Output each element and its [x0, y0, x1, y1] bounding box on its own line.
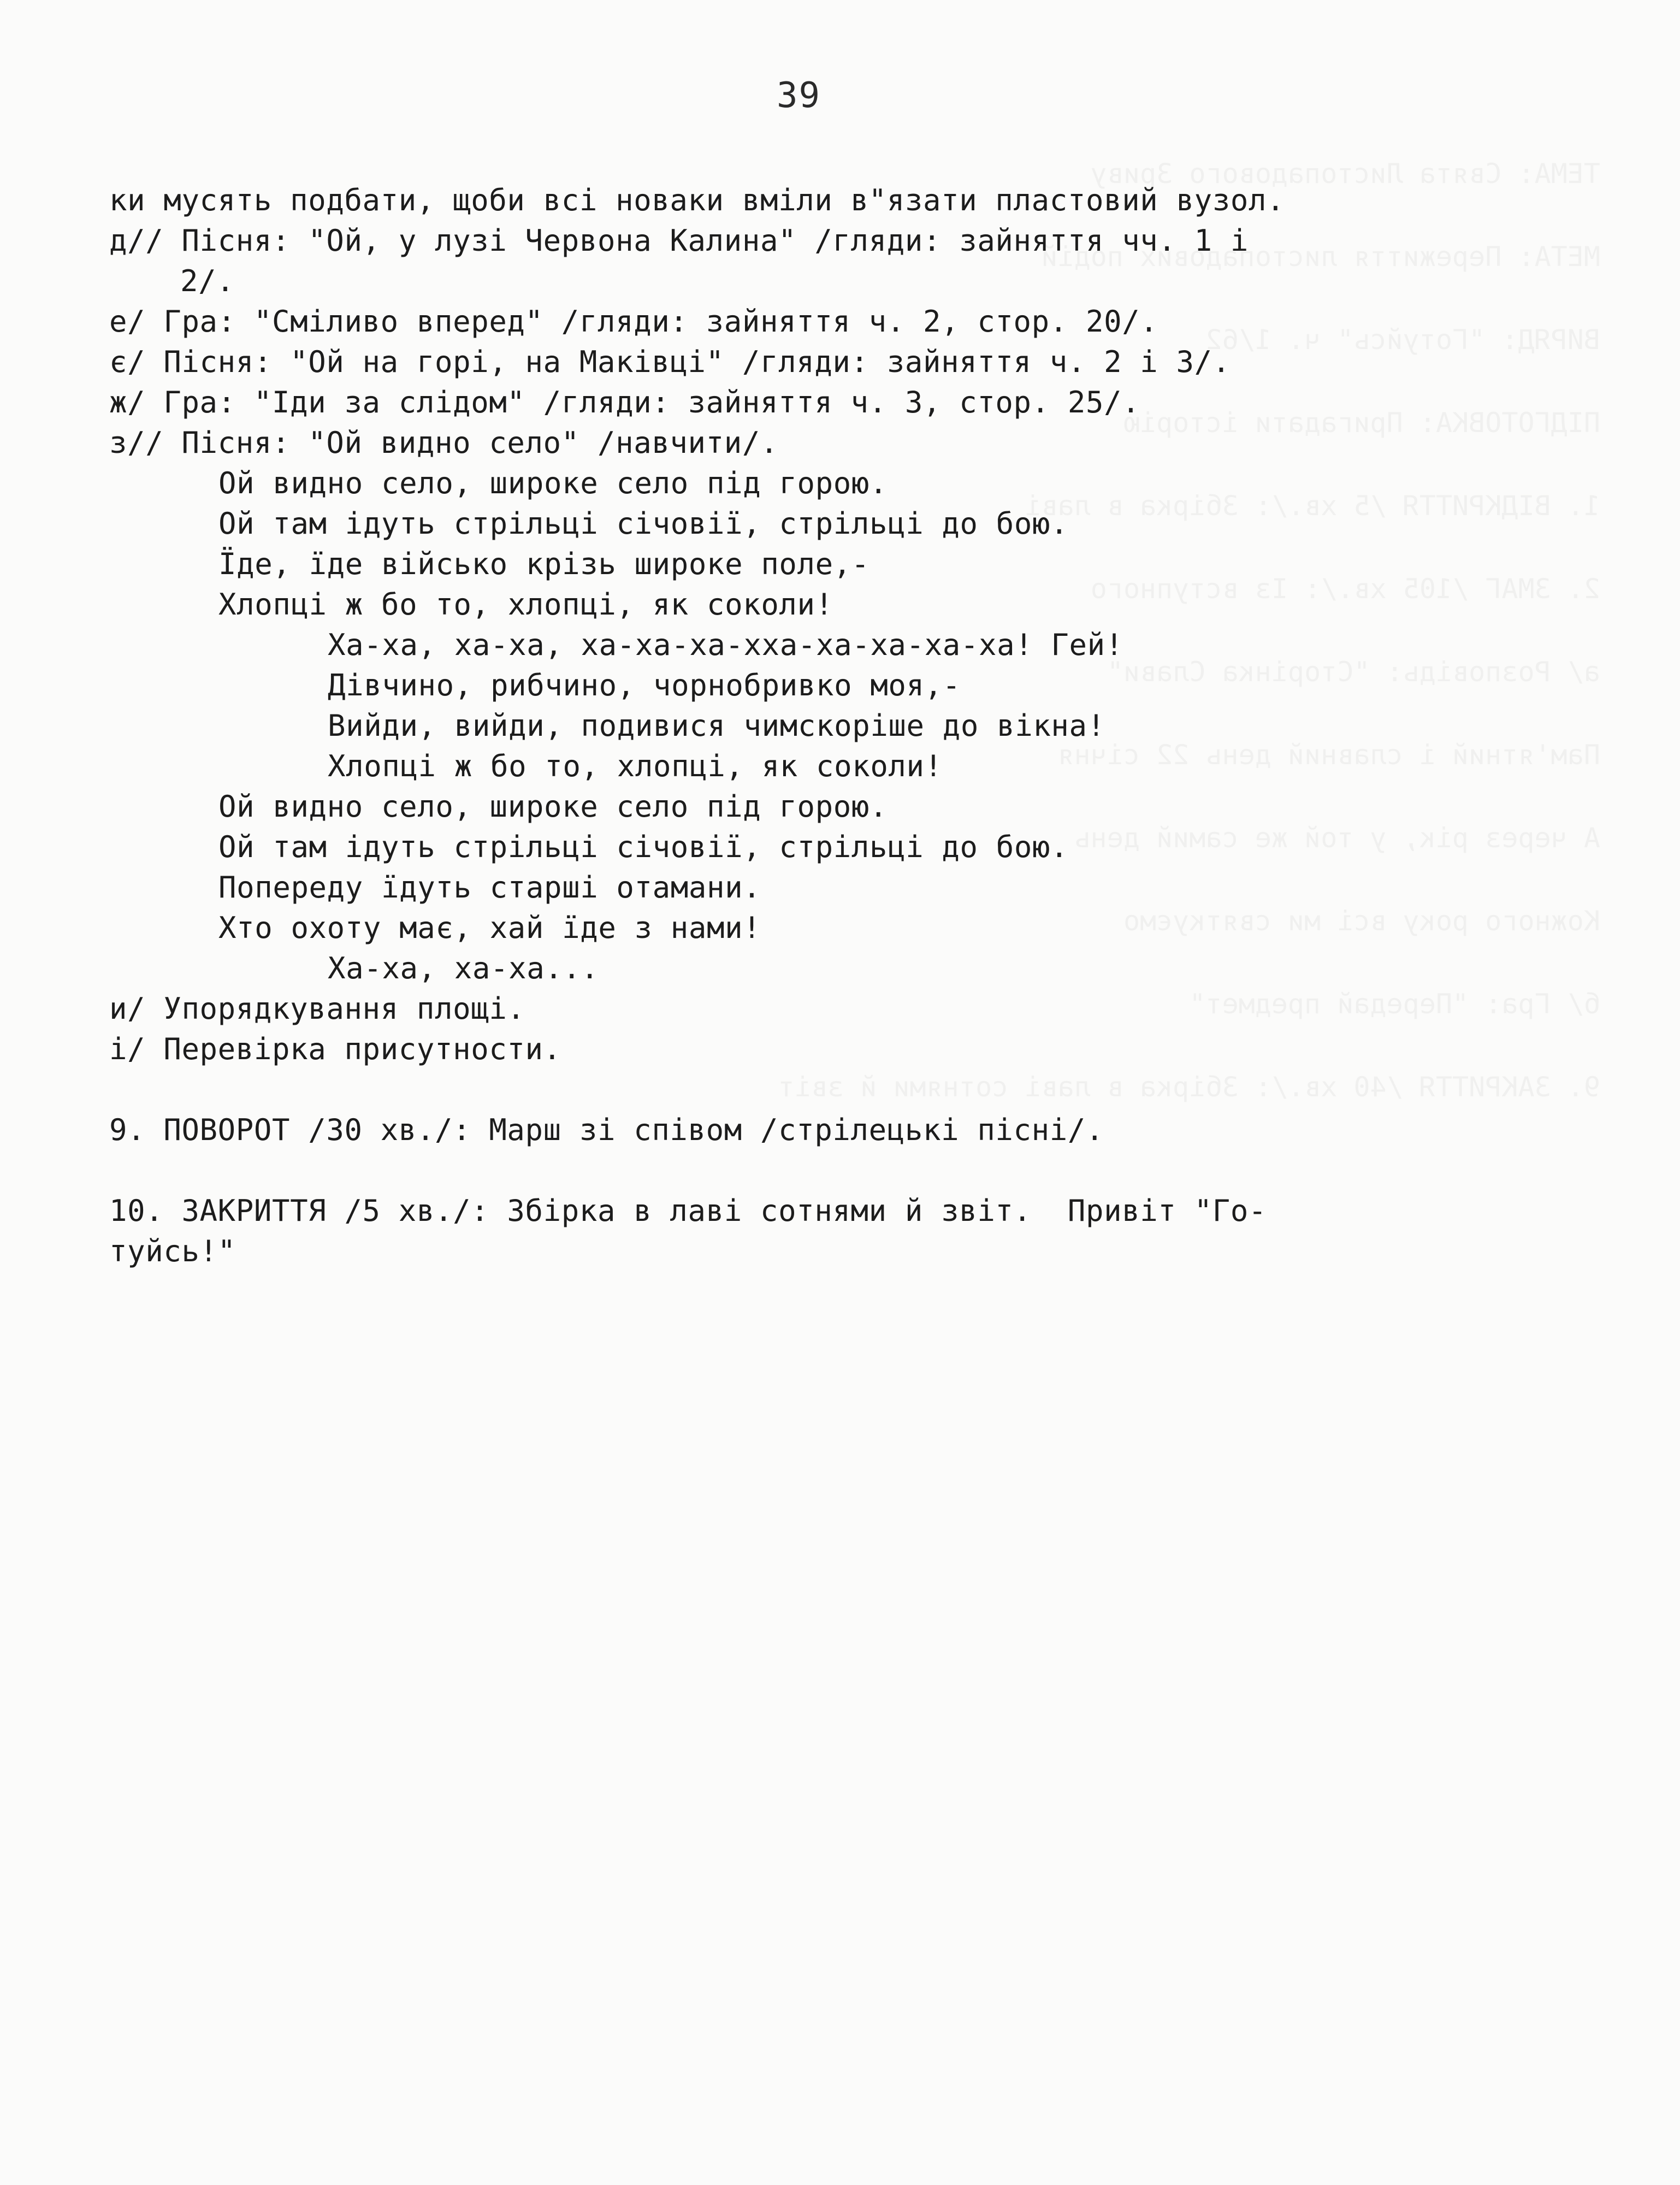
list-item: і/ Перевірка присутности. [109, 1032, 561, 1066]
song-verse-line: Ой видно село, широке село під горою. [218, 789, 888, 824]
text-line: туйсь!" [109, 1234, 236, 1268]
section-return: 9. ПОВОРОТ /30 хв./: Марш зі співом /стрілецькі пісні/. [109, 1113, 1104, 1147]
text-line: 2/. [180, 264, 235, 298]
song-chorus-line: Ха-ха, ха-ха... [328, 951, 599, 985]
list-item-song: д// Пісня: "Ой, у лузі Червона Калина" /гляди: зайняття чч. 1 і [109, 223, 1249, 258]
bleed-through-text: ТЕМА: Свята Листопадового Зриву МЕТА: Пережиття листопадових подій ВИРЯД: "Готуйсь" ч. 1/62 ПІДГОТОВКА: Пригадати історію 1. ВІДКРИТТЯ /5 хв./: Збірка в лаві 2. ЗМАГ /105 хв./: Із вступного а/ Розповідь: "Сторінка Слави" Пам'ятний і славний день 22 січня А через рік, у той же самий день Кожного року всі ми святкуємо б/ Гра: "Передай предмет" 9. ЗАКРИТТЯ /40 хв./: Збірка в лаві сотнями й звіт [778, 158, 1600, 1103]
song-verse-line: Ой видно село, широке село під горою. [218, 466, 888, 500]
song-chorus-line: Дівчино, рибчино, чорнобривко моя,- [328, 668, 961, 702]
song-verse-line: Попереду їдуть старші отамани. [218, 870, 761, 905]
song-verse-line: Ой там ідуть стрільці січовії, стрільці до бою. [218, 830, 1069, 864]
list-item: и/ Упорядкування площі. [109, 991, 525, 1026]
song-verse-line: Ой там ідуть стрільці січовії, стрільці до бою. [218, 506, 1069, 541]
list-item-game: е/ Гра: "Сміливо вперед" /гляди: зайняття ч. 2, стор. 20/. [109, 304, 1158, 339]
song-chorus-line: Вийди, вийди, подивися чимскоріше до вікна! [328, 708, 1105, 743]
list-item-game: ж/ Гра: "Іди за слідом" /гляди: зайняття ч. 3, стор. 25/. [109, 385, 1140, 420]
page-number: 39 [777, 75, 821, 116]
list-item-song: є/ Пісня: "Ой на горі, на Маківці" /гляди: зайняття ч. 2 і 3/. [109, 345, 1231, 379]
section-closing: 10. ЗАКРИТТЯ /5 хв./: Збірка в лаві сотнями й звіт. Привіт "Го- [109, 1194, 1267, 1228]
song-chorus-line: Ха-ха, ха-ха, ха-ха-ха-хха-ха-ха-ха-ха! Гей! [328, 628, 1123, 662]
song-verse-line: Хто охоту має, хай їде з нами! [218, 911, 761, 945]
text-line: ки мусять подбати, щоби всі новаки вміли в"язати пластовий вузол. [109, 183, 1285, 217]
song-chorus-line: Хлопці ж бо то, хлопці, як соколи! [328, 749, 943, 783]
spacer [109, 1150, 1595, 1191]
list-item-song: з// Пісня: "Ой видно село" /навчити/. [109, 426, 779, 460]
spacer [109, 1070, 1595, 1110]
song-verse-line: Їде, їде військо крізь широке поле,- [218, 547, 869, 581]
body-text [109, 180, 1595, 1272]
song-verse-line: Хлопці ж бо то, хлопці, як соколи! [218, 587, 833, 622]
